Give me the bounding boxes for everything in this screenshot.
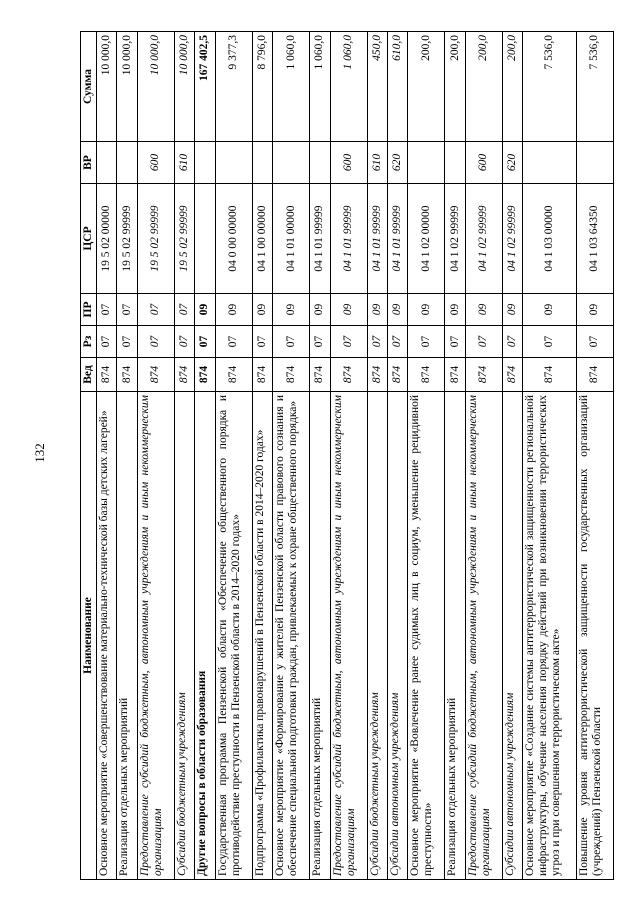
header-rz: Рз xyxy=(81,326,97,358)
cell-ved: 874 xyxy=(576,358,613,392)
header-ved: Вед xyxy=(81,358,97,392)
cell-rz: 07 xyxy=(502,326,522,358)
rotated-table-container xyxy=(80,32,614,880)
cell-csr: 04 1 02 99999 xyxy=(445,184,465,294)
cell-name: Подпрограмма «Профилактика правонарушений в Пензенской области в 2014–2020 годах» xyxy=(252,392,272,880)
cell-sum: 10 000,0 xyxy=(174,32,194,142)
cell-ved: 874 xyxy=(330,358,367,392)
cell-sum: 10 000,0 xyxy=(117,32,137,142)
cell-ved: 874 xyxy=(215,358,252,392)
table-row xyxy=(252,32,272,880)
cell-vr xyxy=(195,142,215,184)
cell-sum: 200,0 xyxy=(445,32,465,142)
cell-sum: 7 536,0 xyxy=(523,32,577,142)
header-csr: ЦСР xyxy=(81,184,97,294)
table-row xyxy=(330,32,367,880)
table-row xyxy=(97,32,117,880)
cell-ved: 874 xyxy=(310,358,330,392)
cell-rz: 07 xyxy=(97,326,117,358)
header-sum: Сумма xyxy=(81,32,97,142)
cell-rz: 07 xyxy=(465,326,502,358)
cell-csr: 04 1 02 00000 xyxy=(408,184,445,294)
cell-ved: 874 xyxy=(367,358,387,392)
cell-pr: 07 xyxy=(174,294,194,326)
cell-vr xyxy=(97,142,117,184)
table-row xyxy=(195,32,215,880)
cell-csr: 04 1 03 64350 xyxy=(576,184,613,294)
cell-csr: 19 5 02 99999 xyxy=(137,184,174,294)
cell-pr: 07 xyxy=(97,294,117,326)
cell-csr: 04 0 00 00000 xyxy=(215,184,252,294)
table-row xyxy=(408,32,445,880)
rotated-table-area xyxy=(80,32,614,880)
cell-ved: 874 xyxy=(408,358,445,392)
cell-sum: 10 000,0 xyxy=(97,32,117,142)
cell-rz: 07 xyxy=(137,326,174,358)
cell-rz: 07 xyxy=(576,326,613,358)
header-vr: ВР xyxy=(81,142,97,184)
cell-sum: 167 402,5 xyxy=(195,32,215,142)
cell-csr: 04 1 01 99999 xyxy=(330,184,367,294)
cell-sum: 9 377,3 xyxy=(215,32,252,142)
cell-csr: 04 1 03 00000 xyxy=(523,184,577,294)
cell-csr: 19 5 02 99999 xyxy=(174,184,194,294)
cell-sum: 7 536,0 xyxy=(576,32,613,142)
cell-name: Основное мероприятие «Вовлечение ранее судимых лиц в социум, уменьшение рецидивной преступности» xyxy=(408,392,445,880)
cell-rz: 07 xyxy=(330,326,367,358)
cell-ved: 874 xyxy=(523,358,577,392)
cell-ved: 874 xyxy=(117,358,137,392)
cell-sum: 1 060,0 xyxy=(330,32,367,142)
cell-vr: 620 xyxy=(388,142,408,184)
cell-name: Предоставление субсидий бюджетным, автономным учреждениям и иным некоммерческим организациям xyxy=(465,392,502,880)
cell-ved: 874 xyxy=(273,358,310,392)
cell-vr xyxy=(252,142,272,184)
cell-vr: 600 xyxy=(465,142,502,184)
cell-pr: 07 xyxy=(117,294,137,326)
cell-ved: 874 xyxy=(97,358,117,392)
cell-vr xyxy=(576,142,613,184)
cell-name: Субсидии бюджетным учреждениям xyxy=(367,392,387,880)
cell-pr: 09 xyxy=(465,294,502,326)
cell-pr: 09 xyxy=(445,294,465,326)
cell-vr: 610 xyxy=(174,142,194,184)
header-name: Наименование xyxy=(81,392,97,880)
table-row xyxy=(502,32,522,880)
cell-csr: 04 1 01 00000 xyxy=(273,184,310,294)
table-row xyxy=(137,32,174,880)
cell-pr: 09 xyxy=(252,294,272,326)
cell-name: Субсидии бюджетным учреждениям xyxy=(174,392,194,880)
cell-sum: 200,0 xyxy=(408,32,445,142)
cell-name: Субсидии автономным учреждениям xyxy=(388,392,408,880)
cell-rz: 07 xyxy=(310,326,330,358)
cell-vr: 600 xyxy=(330,142,367,184)
cell-name: Реализация отдельных мероприятий xyxy=(445,392,465,880)
header-pr: ПР xyxy=(81,294,97,326)
table-row xyxy=(465,32,502,880)
cell-ved: 874 xyxy=(465,358,502,392)
cell-vr xyxy=(523,142,577,184)
cell-rz: 07 xyxy=(388,326,408,358)
table-row xyxy=(273,32,310,880)
page-number: 132 xyxy=(32,443,47,463)
cell-csr: 19 5 02 00000 xyxy=(97,184,117,294)
cell-csr: 04 1 01 99999 xyxy=(367,184,387,294)
cell-name: Другие вопросы в области образования xyxy=(195,392,215,880)
table-row xyxy=(523,32,577,880)
cell-name: Государственная программа Пензенской области «Обеспечение общественного порядка и противодействие преступности в Пензенской области в 2014–2020 годах» xyxy=(215,392,252,880)
cell-pr: 09 xyxy=(330,294,367,326)
table-row xyxy=(117,32,137,880)
cell-vr: 600 xyxy=(137,142,174,184)
table-row xyxy=(576,32,613,880)
cell-rz: 07 xyxy=(117,326,137,358)
cell-csr: 04 1 02 99999 xyxy=(465,184,502,294)
cell-rz: 07 xyxy=(523,326,577,358)
cell-pr: 09 xyxy=(310,294,330,326)
cell-rz: 07 xyxy=(273,326,310,358)
table-row xyxy=(174,32,194,880)
cell-ved: 874 xyxy=(502,358,522,392)
cell-vr xyxy=(408,142,445,184)
cell-rz: 07 xyxy=(174,326,194,358)
table-row xyxy=(388,32,408,880)
cell-vr xyxy=(215,142,252,184)
cell-csr: 04 1 00 00000 xyxy=(252,184,272,294)
table-row xyxy=(310,32,330,880)
cell-pr: 07 xyxy=(137,294,174,326)
cell-csr: 04 1 02 99999 xyxy=(502,184,522,294)
cell-sum: 1 060,0 xyxy=(310,32,330,142)
cell-pr: 09 xyxy=(502,294,522,326)
cell-vr: 610 xyxy=(367,142,387,184)
cell-ved: 874 xyxy=(252,358,272,392)
cell-sum: 10 000,0 xyxy=(137,32,174,142)
cell-pr: 09 xyxy=(408,294,445,326)
cell-sum: 610,0 xyxy=(388,32,408,142)
cell-vr xyxy=(273,142,310,184)
cell-pr: 09 xyxy=(523,294,577,326)
cell-rz: 07 xyxy=(367,326,387,358)
cell-rz: 07 xyxy=(195,326,215,358)
cell-pr: 09 xyxy=(273,294,310,326)
cell-rz: 07 xyxy=(215,326,252,358)
cell-rz: 07 xyxy=(408,326,445,358)
cell-sum: 200,0 xyxy=(502,32,522,142)
cell-name: Основное мероприятие «Совершенствование материально-технической базы детских лагерей» xyxy=(97,392,117,880)
table-header-row xyxy=(81,32,97,880)
cell-pr: 09 xyxy=(367,294,387,326)
cell-sum: 1 060,0 xyxy=(273,32,310,142)
table-row xyxy=(445,32,465,880)
cell-ved: 874 xyxy=(137,358,174,392)
cell-sum: 200,0 xyxy=(465,32,502,142)
cell-sum: 450,0 xyxy=(367,32,387,142)
cell-pr: 09 xyxy=(576,294,613,326)
cell-csr: 19 5 02 99999 xyxy=(117,184,137,294)
cell-vr xyxy=(117,142,137,184)
cell-vr xyxy=(310,142,330,184)
cell-pr: 09 xyxy=(388,294,408,326)
cell-name: Субсидии автономным учреждениям xyxy=(502,392,522,880)
cell-name: Предоставление субсидий бюджетным, автономным учреждениям и иным некоммерческим организациям xyxy=(137,392,174,880)
cell-name: Основное мероприятие «Создание системы антитеррористической защищенности региональной инфраструктуры, обучение населения порядку действий при возникновении террористических угроз и при совершенном террористическом акте» xyxy=(523,392,577,880)
cell-name: Основное мероприятие «Формирование у жителей Пензенской области правового сознания и обеспечение специальной подготовки граждан, привлекаемых к охране общественного порядка» xyxy=(273,392,310,880)
cell-pr: 09 xyxy=(215,294,252,326)
table-row xyxy=(367,32,387,880)
cell-ved: 874 xyxy=(174,358,194,392)
cell-name: Предоставление субсидий бюджетным, автономным учреждениям и иным некоммерческим организациям xyxy=(330,392,367,880)
cell-name: Реализация отдельных мероприятий xyxy=(117,392,137,880)
cell-csr: 04 1 01 99999 xyxy=(388,184,408,294)
cell-csr: 04 1 01 99999 xyxy=(310,184,330,294)
cell-name: Реализация отдельных мероприятий xyxy=(310,392,330,880)
cell-ved: 874 xyxy=(195,358,215,392)
budget-table xyxy=(80,31,614,880)
cell-ved: 874 xyxy=(388,358,408,392)
cell-vr: 620 xyxy=(502,142,522,184)
cell-pr: 09 xyxy=(195,294,215,326)
cell-vr xyxy=(445,142,465,184)
cell-rz: 07 xyxy=(445,326,465,358)
table-row xyxy=(215,32,252,880)
cell-ved: 874 xyxy=(445,358,465,392)
cell-sum: 8 796,0 xyxy=(252,32,272,142)
cell-name: Повышение уровня антитеррористической защищенности государственных организаций (учреждений) Пензенской области xyxy=(576,392,613,880)
cell-csr xyxy=(195,184,215,294)
cell-rz: 07 xyxy=(252,326,272,358)
